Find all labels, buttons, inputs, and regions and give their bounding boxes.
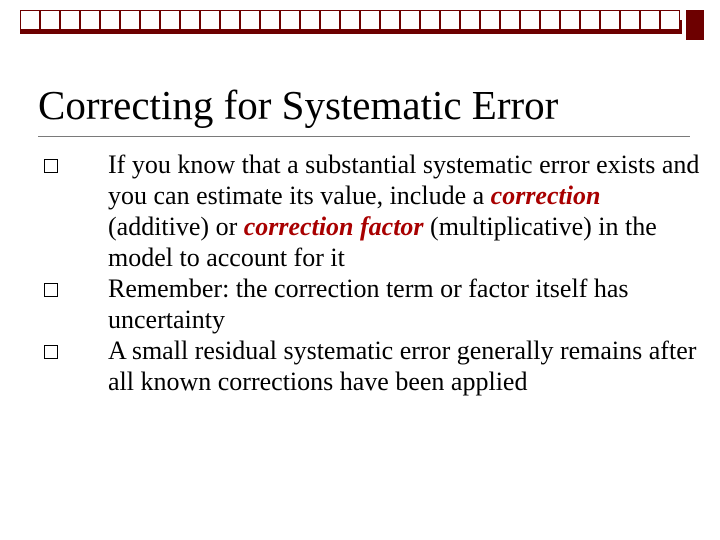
outline-square-icon: [660, 10, 680, 30]
outline-square-icon: [160, 10, 180, 30]
bullet-list: [44, 149, 704, 397]
outline-square-icon: [100, 10, 120, 30]
outline-square-icon: [140, 10, 160, 30]
outline-square-icon: [560, 10, 580, 30]
outline-square-icon: [120, 10, 140, 30]
hollow-square-bullet-icon: [44, 283, 58, 297]
outline-square-icon: [20, 10, 40, 30]
outline-square-icon: [280, 10, 300, 30]
outline-square-icon: [620, 10, 640, 30]
outline-square-icon: [440, 10, 460, 30]
outline-square-icon: [600, 10, 620, 30]
emphasis-term: correction: [490, 181, 601, 210]
outline-square-icon: [340, 10, 360, 30]
outline-square-icon: [40, 10, 60, 30]
outline-square-icon: [540, 10, 560, 30]
hollow-square-bullet-icon: [44, 345, 58, 359]
bullet-item: [44, 273, 704, 335]
outline-square-icon: [500, 10, 520, 30]
outline-square-icon: [640, 10, 660, 30]
hollow-square-bullet-icon: [44, 159, 58, 173]
outline-square-icon: [80, 10, 100, 30]
bullet-text: (multiplicative) in the model to account for it: [108, 212, 657, 272]
outline-square-icon: [200, 10, 220, 30]
outline-square-icon: [480, 10, 500, 30]
bullet-text: (additive) or: [108, 212, 244, 241]
outline-square-icon: [400, 10, 420, 30]
bullet-item: [44, 149, 704, 273]
outline-square-icon: [240, 10, 260, 30]
outline-square-icon: [380, 10, 400, 30]
bullet-text: If you know that a substantial systematic error exists and you can estimate its value, include a: [108, 150, 700, 210]
bullet-item: [44, 335, 704, 397]
outline-square-icon: [180, 10, 200, 30]
slide-title: Correcting for Systematic Error: [38, 82, 559, 128]
outline-square-icon: [420, 10, 440, 30]
title-divider: [38, 136, 690, 137]
outline-square-icon: [580, 10, 600, 30]
header-end-block: [686, 10, 704, 40]
outline-square-icon: [320, 10, 340, 30]
outline-square-icon: [360, 10, 380, 30]
outline-square-icon: [260, 10, 280, 30]
bullet-text: A small residual systematic error generally remains after all known corrections have been applied: [108, 336, 697, 396]
outline-square-icon: [60, 10, 80, 30]
outline-square-icon: [520, 10, 540, 30]
header-square-strip: [20, 10, 702, 30]
outline-square-icon: [220, 10, 240, 30]
outline-square-icon: [460, 10, 480, 30]
emphasis-term: correction factor: [243, 212, 424, 241]
outline-square-icon: [300, 10, 320, 30]
bullet-text: Remember: the correction term or factor itself has uncertainty: [108, 274, 629, 334]
